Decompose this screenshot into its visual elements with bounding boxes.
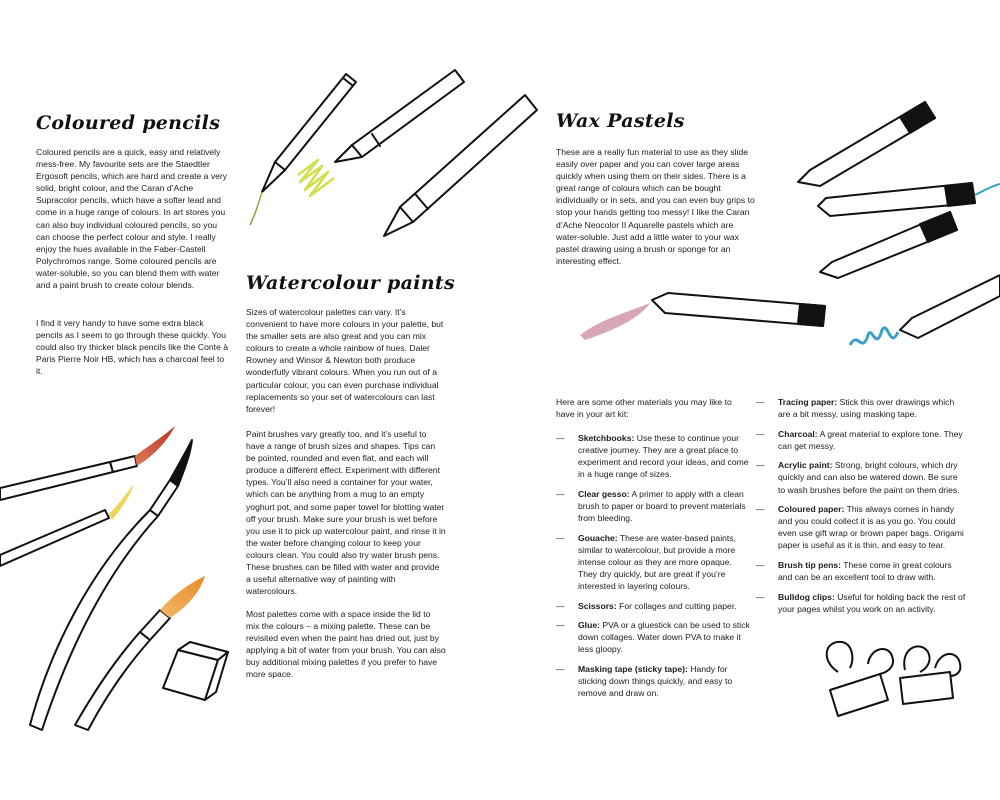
list-item [756,428,966,452]
material-term: Glue: [578,620,600,631]
watercolour-paints-paragraph-1: Sizes of watercolour palettes can vary. It’s convenient to have more colours in your palette, but the smaller sets are also great and you can mix colours to create a whole rainbow of hues. Daler Rowney and Winsor & Newton both produce wonderfully vibrant colours. When you run out of a particular colour, you can even purchase individual replacements so your set of watercolours can last forever! [246,307,444,414]
orange-paint-tip [160,576,205,618]
material-description: This always comes in handy and you could collect it is as you go. You could even use gift wrap or brown paper bags. Origami paper is useful as it is thin, and easy to tear. [778,504,964,551]
list-item [556,432,752,480]
list-dash: — [756,460,765,471]
blue-pastel-scribble [850,328,898,345]
material-description: A primer to apply with a clean brush to paper or board to prevent materials from bleeding. [578,488,746,524]
wax-pastels-heading: Wax Pastels [556,110,685,132]
material-description: PVA or a gluestick can be used to stick down collages. Water down PVA to make it less gloopy. [578,620,750,655]
bulldog-clip-1 [827,642,893,716]
paint-brush-1 [0,456,137,500]
material-description: These are water-based paints, similar to watercolour, but provide a more intense colour as they are more opaque. They dry quickly, but are great if you’re interested in layering colours. [578,532,736,592]
list-dash: — [756,428,765,439]
list-item [756,591,966,615]
watercolour-paints-paragraph-3: Most palettes come with a space inside the lid to mix the colours – a mixing palette. These can be revisited even when the paint has dried out, just by applying a bit of water from your brush. You can also buy additional mixing palettes if you prefer to have more space. [246,609,446,680]
watercolour-paints-paragraph-2: Paint brushes vary greatly too, and it’s useful to have a range of brush sizes and shapes. Tips can be pointed, rounded and even flat, and each will produce a different effect. Experiment with different types. You’ll also need a container for your water, which can be anything from a mug to an empty yoghurt pot, and some paper towel for blotting water off your brush. Make sure your brush is wet before you use it to pick up watercolour paint, and rinse it in the water before changing colour to keep your colours clean. You could also try water brush pens. These brushes can be filled with water and provide a useful alternative way of painting with watercolours. [246,429,446,597]
material-term: Sketchbooks: [578,433,635,443]
material-term: Gouache: [578,532,618,543]
wax-pastel-2 [818,183,975,216]
coloured-pencils-heading: Coloured pencils [36,112,221,134]
list-dash: — [556,433,565,443]
bulldog-clip-2 [900,646,960,704]
red-paint-tip [135,426,175,466]
material-description: For collages and cutting paper. [619,600,737,611]
wax-pastel-3 [820,212,957,278]
material-term: Brush tip pens: [778,560,842,571]
list-dash: — [756,397,765,407]
pink-pastel-smudge [580,303,650,340]
list-item [556,600,752,612]
list-item [756,503,966,551]
list-dash: — [756,560,765,571]
list-item [556,532,752,592]
wax-pastel-4 [652,293,825,326]
material-description: These come in great colours and can be an excellent tool to draw with. [778,560,952,583]
list-dash: — [556,600,565,611]
list-item [556,488,752,524]
material-description: Stick this over drawings which are a bit messy, using masking tape. [778,397,955,420]
material-term: Charcoal: [778,428,818,439]
list-item [556,619,752,655]
coloured-pencils-paragraph-2: I find it very handy to have some extra black pencils as I seem to go through these quickly. You could also try thicker black pencils like the Conte à Paris Pierre Noir HB, which has a charcoal feel to it. [36,318,229,377]
list-item [756,459,966,495]
paint-brush-4 [75,610,170,730]
material-description: Handy for sticking down things quickly, and easy to remove and draw on. [578,664,733,699]
wax-pastels-paragraph: These are a really fun material to use as they slide easily over paper and you can cover large areas quickly when using them on their sides. There is a great range of colours which can be bought individually or in sets, and you can even buy grips to stop your hands getting too messy! I like the Caran d’Ache Neocolor II Aquarelle pastels which are water-soluble. Just add a little water to your wax pastel drawing using a brush or sponge for an interesting effect. [556,147,755,266]
material-description: Use these to continue your creative journey. They are a great place to experiment and record your ideas, and come in a huge range of sizes. [578,433,749,480]
material-term: Scissors: [578,600,617,611]
material-term: Masking tape (sticky tape): [578,664,688,674]
paint-pan [163,642,228,700]
list-dash: — [556,664,565,674]
material-term: Coloured paper: [778,504,845,515]
list-item [556,663,752,699]
yellow-pencil-scribble [298,160,334,196]
wax-pastel-1 [798,102,935,186]
list-item [756,559,966,583]
blue-pastel-line [975,184,1000,195]
material-description: Strong, bright colours, which dry quickly and can also be watered down. Be sure to wash brushes before the paint on them dries. [778,460,960,495]
green-pencil-scribble [250,192,262,225]
material-term: Tracing paper: [778,397,838,407]
other-materials-intro: Here are some other materials you may like to have in your art kit: [556,397,732,420]
paint-brush-2 [0,510,109,566]
materials-list-right [756,396,966,622]
list-dash: — [556,620,565,631]
wax-pastel-5 [900,275,1000,338]
material-term: Bulldog clips: [778,591,835,602]
material-term: Acrylic paint: [778,460,833,471]
list-dash: — [756,591,765,602]
coloured-pencils-paragraph-1: Coloured pencils are a quick, easy and relatively mess-free. My favourite sets are the Staedtler Ergosoft pencils, which are hard and create a very solid, bright colour, and the Caran d’Ache Supracolor pencils, which have a softer lead and come in a huge range of colours. In art stores you can also buy individual coloured pencils, so you can choose the perfect colour and style. I really enjoy the hues available in the Faber-Castell Polychromos range. Some coloured pencils are water-soluble, so you can blend them with water and a paint brush to create colour blends. [36,147,228,291]
material-term: Clear gesso: [578,488,630,499]
list-dash: — [556,532,565,543]
materials-list-left [556,432,752,707]
material-description: Useful for holding back the rest of your pages whilst you work on an activity. [778,591,966,614]
list-item [756,396,966,420]
yellow-paint-tip [109,484,134,520]
material-description: A great material to explore tone. They can get messy. [778,428,963,451]
list-dash: — [756,504,765,515]
list-dash: — [556,488,565,499]
watercolour-paints-heading: Watercolour paints [246,272,455,294]
